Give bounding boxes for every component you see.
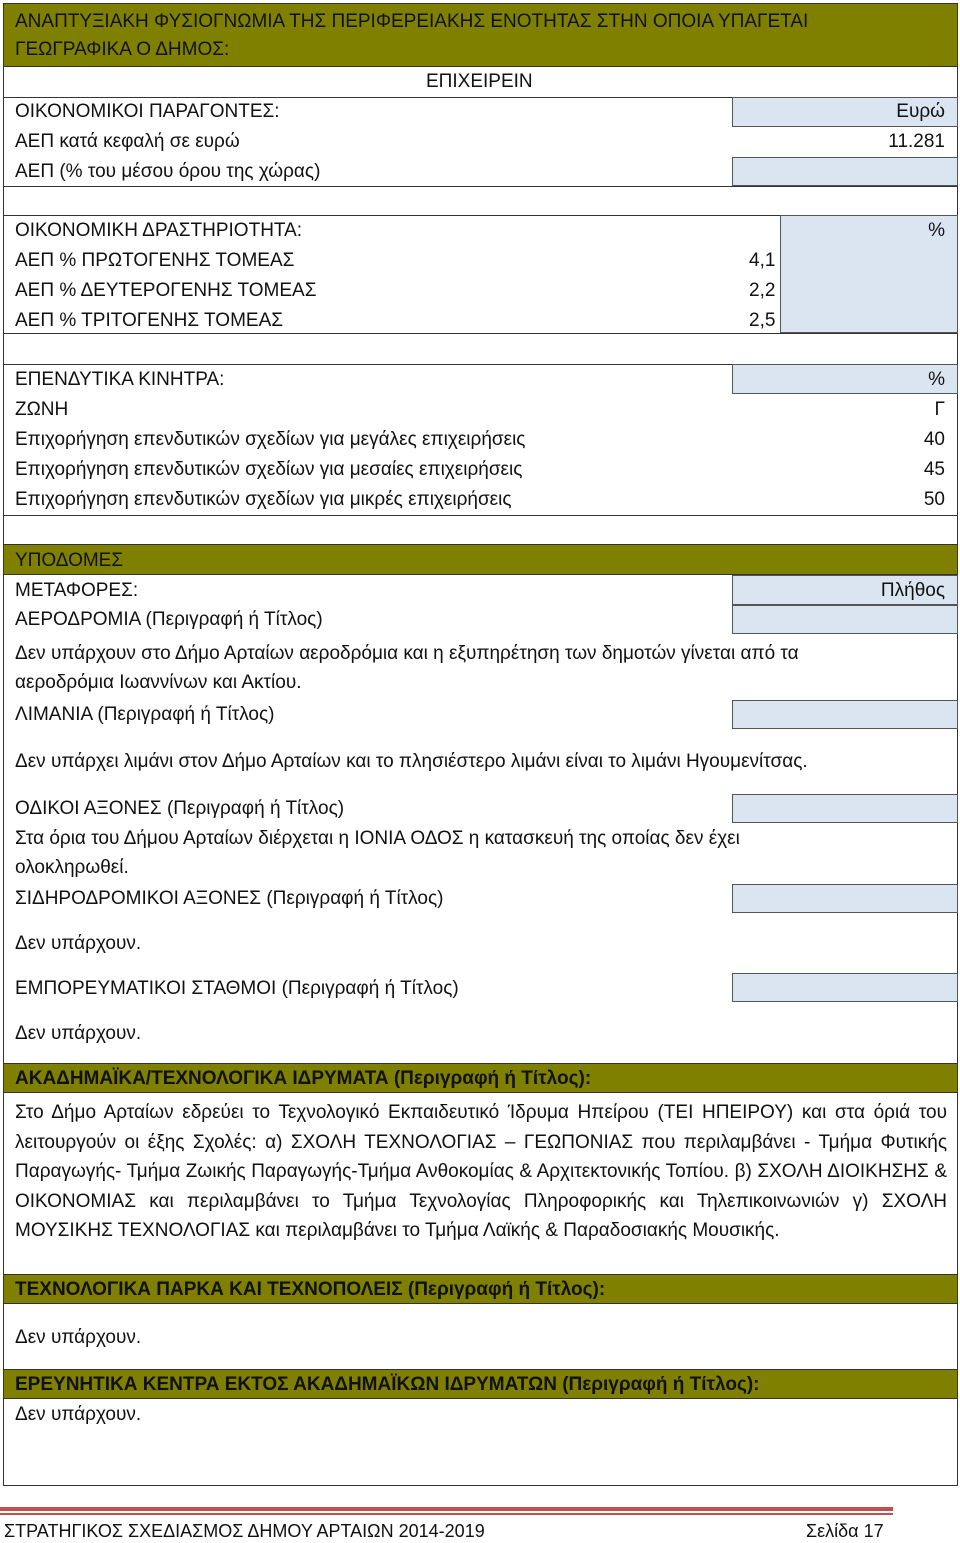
- count-label: Πλήθος: [880, 580, 945, 601]
- gdp-pct-cell: [732, 157, 958, 186]
- transport-label: ΜΕΤΑΦΟΡΕΣ:: [15, 580, 139, 601]
- header-title: ΑΝΑΠΤΥΞΙΑΚΗ ΦΥΣΙΟΓΝΩΜΙΑ ΤΗΣ ΠΕΡΙΦΕΡΕΙΑΚΗΣ ΕΝΟΤΗΤΑΣ ΣΤΗΝ ΟΠΟΙΑ ΥΠΑΓΕΤΑΙ: [15, 11, 809, 32]
- infra-band: [3, 544, 958, 575]
- economic-unit: Ευρώ: [896, 101, 945, 122]
- footer-rule-thin: [0, 1513, 893, 1515]
- ports-cell: [732, 700, 958, 729]
- incentives-unit: %: [928, 369, 945, 390]
- freight-text: Δεν υπάρχουν.: [15, 1023, 142, 1044]
- airports-text-line2: αεροδρόμια Ιωαννίνων και Ακτίου.: [15, 672, 302, 693]
- airports-cell: [732, 605, 958, 634]
- gdp-label: ΑΕΠ κατά κεφαλή σε ευρώ: [15, 131, 240, 152]
- incentive-row-value: 40: [923, 429, 945, 450]
- incentive-row-value: 45: [923, 459, 945, 480]
- zone-value: Γ: [934, 399, 945, 420]
- roads-label: ΟΔΙΚΟΙ ΑΞΟΝΕΣ (Περιγραφή ή Τίτλος): [15, 798, 345, 819]
- footer-page-number: Σελίδα 17: [806, 1521, 884, 1541]
- activity-row-label: ΑΕΠ % ΔΕΥΤΕΡΟΓΕΝΗΣ ΤΟΜΕΑΣ: [15, 280, 317, 301]
- activity-row-value: 2,5: [749, 310, 776, 331]
- incentive-row-value: 50: [923, 489, 945, 510]
- section-title: ΕΠΙΧΕΙΡΕΙΝ: [426, 71, 533, 92]
- activity-row-value: 2,2: [749, 280, 776, 301]
- freight-cell: [732, 973, 958, 1002]
- infra-title: ΥΠΟΔΟΜΕΣ: [15, 550, 124, 571]
- incentive-row-label: Επιχορήγηση επενδυτικών σχεδίων για μικρές επιχειρήσεις: [15, 489, 512, 510]
- footer-doc-title: ΣΤΡΑΤΗΓΙΚΟΣ ΣΧΕΔΙΑΣΜΟΣ ΔΗΜΟΥ ΑΡΤΑΙΩΝ 2014-2019: [4, 1521, 485, 1541]
- roads-cell: [732, 794, 958, 823]
- header-title-line2: ΓΕΩΓΡΑΦΙΚΑ Ο ΔΗΜΟΣ:: [15, 39, 230, 60]
- rail-cell: [732, 884, 958, 913]
- academic-label: ΑΚΑΔΗΜΑΪΚΑ/ΤΕΧΝΟΛΟΓΙΚΑ ΙΔΡΥΜΑΤΑ (Περιγραφή ή Τίτλος):: [15, 1068, 592, 1089]
- research-text: Δεν υπάρχουν.: [15, 1404, 142, 1425]
- divider: [3, 186, 958, 187]
- gdp-pct-label: ΑΕΠ (% του μέσου όρου της χώρας): [15, 161, 321, 182]
- rail-label: ΣΙΔΗΡΟΔΡΟΜΙΚΟΙ ΑΞΟΝΕΣ (Περιγραφή ή Τίτλος): [15, 888, 444, 909]
- economic-label: ΟΙΚΟΝΟΜΙΚΟΙ ΠΑΡΑΓΟΝΤΕΣ:: [15, 101, 280, 122]
- zone-label: ΖΩΝΗ: [15, 399, 69, 420]
- activity-row-value: 4,1: [749, 250, 776, 271]
- research-label: ΕΡΕΥΝΗΤΙΚΑ ΚΕΝΤΡΑ ΕΚΤΟΣ ΑΚΑΔΗΜΑΪΚΩΝ ΙΔΡΥΜΑΤΩΝ (Περιγραφή ή Τίτλος):: [15, 1374, 760, 1395]
- activity-unit: %: [928, 220, 945, 241]
- roads-text-line2: ολοκληρωθεί.: [15, 857, 129, 878]
- divider: [3, 515, 958, 516]
- incentives-label: ΕΠΕΝΔΥΤΙΚΑ ΚΙΝΗΤΡΑ:: [15, 369, 225, 390]
- ports-label: ΛΙΜΑΝΙΑ (Περιγραφή ή Τίτλος): [15, 704, 275, 725]
- techparks-label: ΤΕΧΝΟΛΟΓΙΚΑ ΠΑΡΚΑ ΚΑΙ ΤΕΧΝΟΠΟΛΕΙΣ (Περιγραφή ή Τίτλος):: [15, 1279, 606, 1300]
- airports-label: ΑΕΡΟΔΡΟΜΙΑ (Περιγραφή ή Τίτλος): [15, 609, 323, 630]
- activity-label: ΟΙΚΟΝΟΜΙΚΗ ΔΡΑΣΤΗΡΙΟΤΗΤΑ:: [15, 220, 303, 241]
- incentive-unit-cell: [732, 364, 958, 394]
- roads-text: Στα όρια του Δήμου Αρταίων διέρχεται η ΙΟΝΙΑ ΟΔΟΣ η κατασκευή της οποίας δεν έχει: [15, 828, 740, 849]
- techparks-text: Δεν υπάρχουν.: [15, 1327, 142, 1348]
- incentive-row-label: Επιχορήγηση επενδυτικών σχεδίων για μεγάλες επιχειρήσεις: [15, 429, 526, 450]
- footer-rule: [0, 1507, 893, 1511]
- divider: [3, 333, 958, 334]
- freight-label: ΕΜΠΟΡΕΥΜΑΤΙΚΟΙ ΣΤΑΘΜΟΙ (Περιγραφή ή Τίτλος): [15, 978, 459, 999]
- activity-row-label: ΑΕΠ % ΤΡΙΤΟΓΕΝΗΣ ΤΟΜΕΑΣ: [15, 310, 283, 331]
- incentive-row-label: Επιχορήγηση επενδυτικών σχεδίων για μεσαίες επιχειρήσεις: [15, 459, 523, 480]
- airports-text: Δεν υπάρχουν στο Δήμο Αρταίων αεροδρόμια και η εξυπηρέτηση των δημοτών γίνεται από τα: [15, 643, 799, 664]
- rail-text: Δεν υπάρχουν.: [15, 933, 142, 954]
- academic-text: Στο Δήμο Αρταίων εδρεύει το Τεχνολογικό Εκπαιδευτικό Ίδρυμα Ηπείρου (ΤΕΙ ΗΠΕΙΡΟΥ) και στα όριά του λειτουργούν οι έξης Σχολές: α) ΣΧΟΛΗ ΤΕΧΝΟΛΟΓΙΑΣ – ΓΕΩΠΟΝΙΑΣ που περιλαμβάνει - Τμήμα Φυτικής Παραγωγής- Τμήμα Ζωικής Παραγωγής-Τμήμα Ανθοκομίας & Αρχιτεκτονικής Τοπίου. β) ΣΧΟΛΗ ΔΙΟΙΚΗΣΗΣ & ΟΙΚΟΝΟΜΙΑΣ και περιλαμβάνει το Τμήμα Τεχνολογίας Πληροφορικής και Τηλεπικοινωνιών γ) ΣΧΟΛΗ ΜΟΥΣΙΚΗΣ ΤΕΧΝΟΛΟΓΙΑΣ και περιλαμβάνει το Τμήμα Λαϊκής & Παραδοσιακής Μουσικής.: [15, 1102, 947, 1241]
- gdp-value: 11.281: [888, 131, 945, 152]
- activity-row-label: ΑΕΠ % ΠΡΩΤΟΓΕΝΗΣ ΤΟΜΕΑΣ: [15, 250, 295, 271]
- ports-text: Δεν υπάρχει λιμάνι στον Δήμο Αρταίων και το πλησιέστερο λιμάνι είναι το λιμάνι Ηγουμενίτσας.: [15, 751, 808, 772]
